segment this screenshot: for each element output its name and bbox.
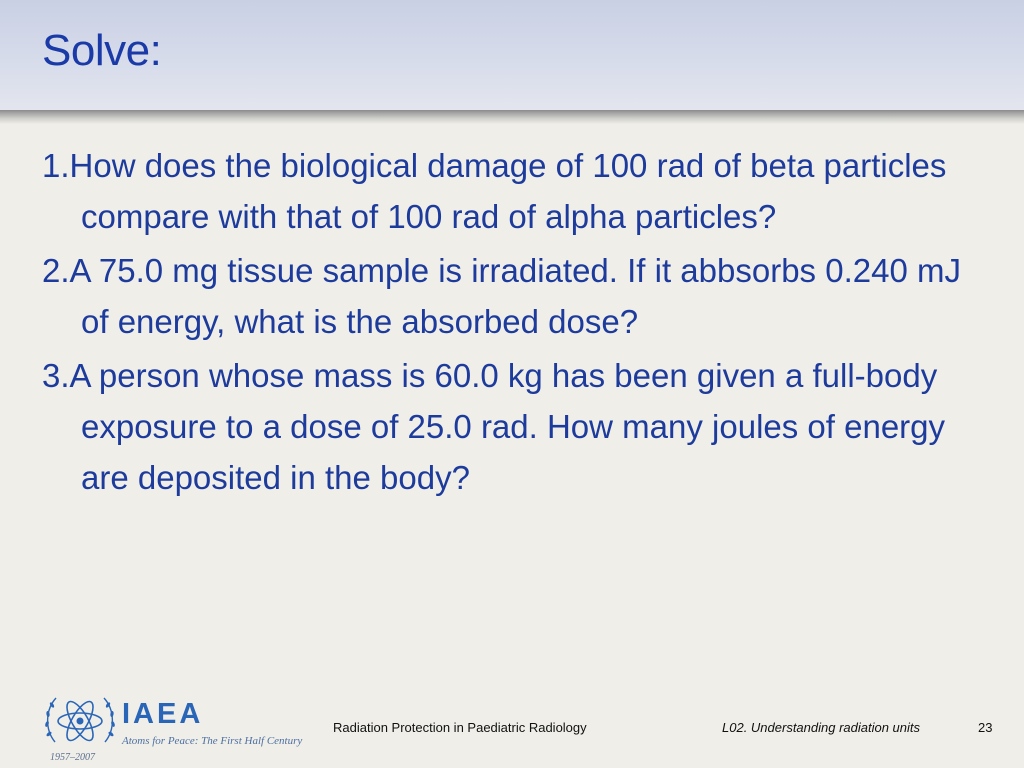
question-2: 2.A 75.0 mg tissue sample is irradiated. If it abbsorbs 0.240 mJ of energy, what is the absorbed dose?	[42, 252, 961, 340]
logo-tagline: Atoms for Peace: The First Half Century	[122, 735, 303, 747]
page-number: 23	[978, 720, 993, 735]
question-1: 1.How does the biological damage of 100 rad of beta particles compare with that of 100 rad of alpha particles?	[42, 147, 947, 235]
iaea-atom-laurel-icon	[42, 690, 118, 756]
question-3: 3.A person whose mass is 60.0 kg has been given a full-body exposure to a dose of 25.0 rad. How many joules of energy are deposited in the body?	[42, 357, 946, 496]
logo-years: 1957–2007	[50, 752, 95, 763]
footer-course-title: Radiation Protection in Paediatric Radiology	[333, 720, 587, 735]
question-list	[42, 140, 992, 506]
iaea-logo	[40, 688, 320, 768]
title-divider	[0, 110, 1024, 124]
slide-title: Solve:	[42, 26, 162, 75]
iaea-wordmark: IAEA	[122, 698, 204, 730]
footer-lecture-title: L02. Understanding radiation units	[722, 720, 921, 735]
